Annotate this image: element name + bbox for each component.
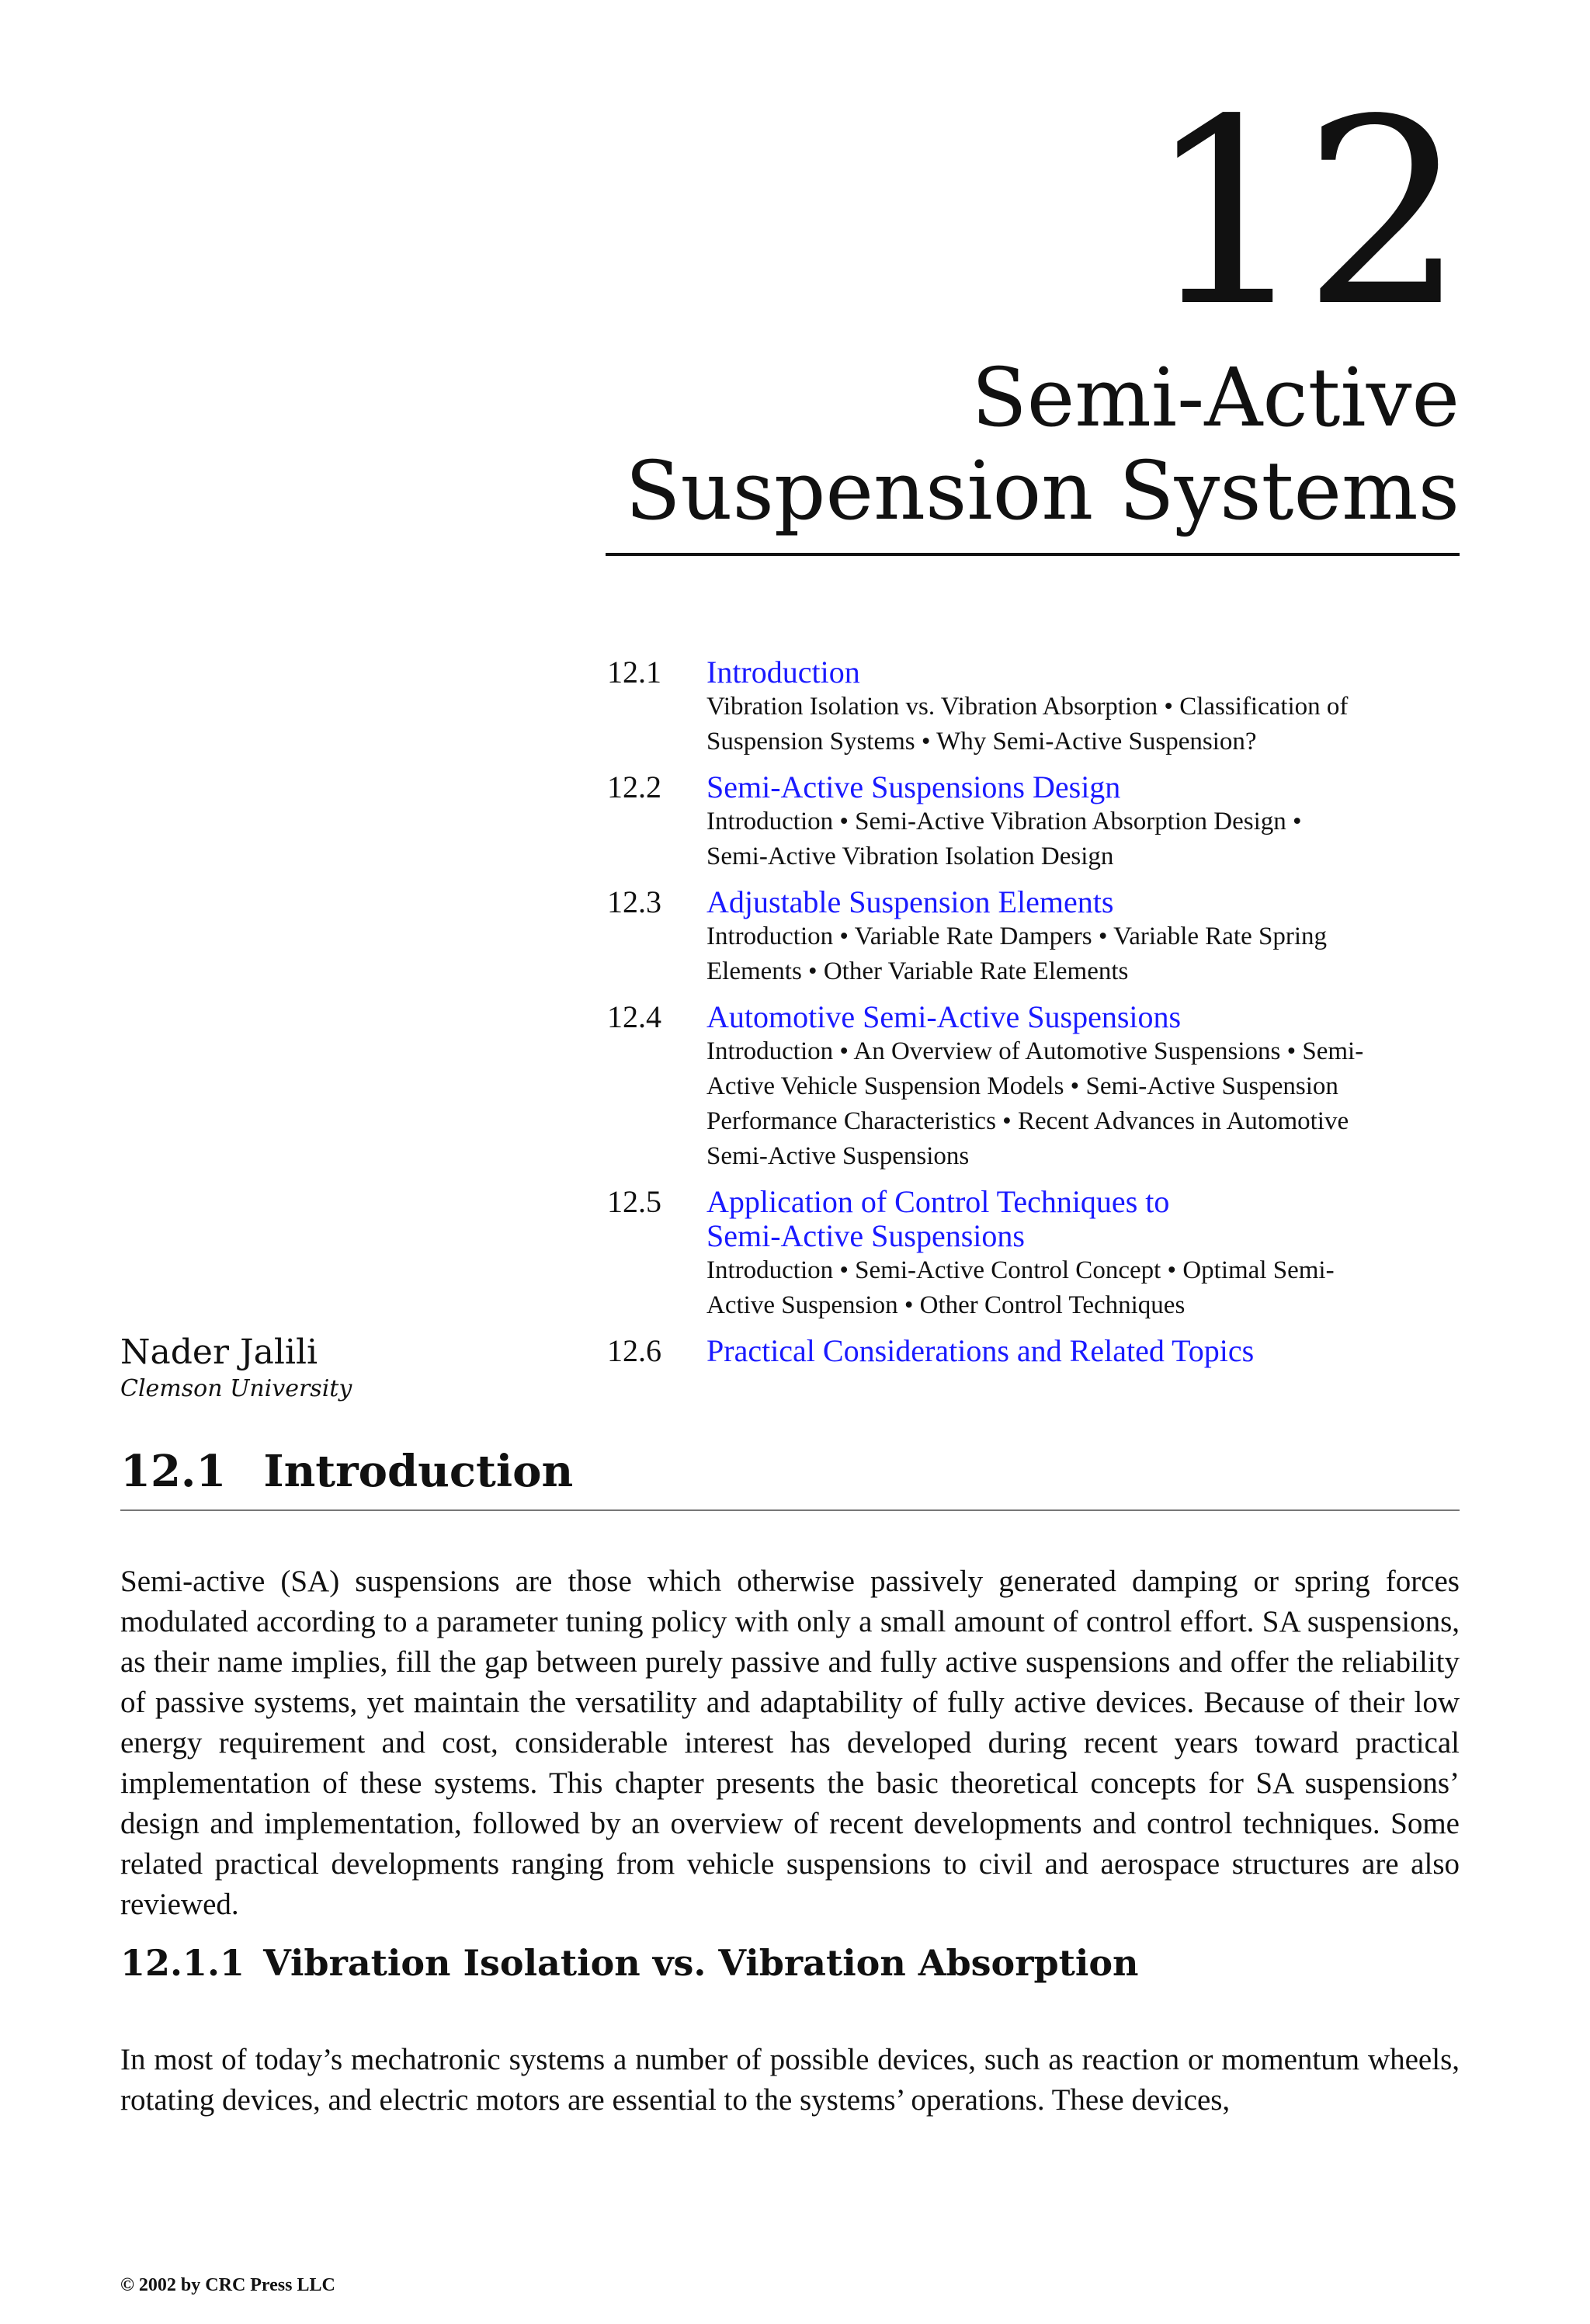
toc-entry-12-5 (607, 1185, 1461, 1323)
toc-subtopics: Vibration Isolation vs. Vibration Absorption • Classification of Suspension Systems • Why Semi-Active Suspension? (706, 693, 1349, 756)
toc-entry-12-4 (607, 1000, 1461, 1174)
toc-link-application-of-control-techniques[interactable]: Application of Control Techniques to Semi-Active Suspensions (706, 1184, 1170, 1253)
subsection-number: 12.1.1 (120, 1942, 245, 1984)
toc-body (706, 1185, 1461, 1323)
chapter-number: 12 (1146, 64, 1460, 363)
toc-link-practical-considerations[interactable]: Practical Considerations and Related Topics (706, 1333, 1255, 1368)
toc-subtopics: Introduction • Semi-Active Vibration Absorption Design • Semi-Active Vibration Isolation Design (706, 808, 1302, 870)
section-rule (120, 1509, 1460, 1511)
toc-body (706, 1000, 1461, 1174)
toc-body (706, 770, 1461, 874)
toc-link-adjustable-suspension-elements[interactable]: Adjustable Suspension Elements (706, 884, 1114, 919)
section-number: 12.1 (120, 1446, 227, 1497)
toc-subtopics: Introduction • Semi-Active Control Concept • Optimal Semi-Active Suspension • Other Control Techniques (706, 1256, 1335, 1319)
toc-subtopics: Introduction • An Overview of Automotive Suspensions • Semi-Active Vehicle Suspension Models • Semi-Active Suspension Performance Characteristics • Recent Advances in Automotive Semi-Active Suspensions (706, 1037, 1364, 1170)
toc-number: 12.3 (607, 884, 661, 919)
toc-link-semi-active-suspensions-design[interactable]: Semi-Active Suspensions Design (706, 769, 1121, 804)
toc-entry-12-3 (607, 885, 1461, 989)
copyright-footer: © 2002 by CRC Press LLC (120, 2275, 335, 2295)
chapter-title-line-1: Semi-Active (971, 350, 1460, 445)
author-affiliation: Clemson University (120, 1375, 352, 1402)
toc-number: 12.5 (607, 1184, 661, 1219)
toc-link-automotive-semi-active-suspensions[interactable]: Automotive Semi-Active Suspensions (706, 999, 1182, 1034)
chapter-title-line-2: Suspension Systems (625, 443, 1460, 538)
toc-body (706, 655, 1461, 759)
toc-number: 12.6 (607, 1333, 661, 1368)
author-block (120, 1332, 352, 1405)
toc-body (706, 885, 1461, 989)
toc-number: 12.1 (607, 655, 661, 690)
toc-entry-12-2 (607, 770, 1461, 874)
toc-number: 12.2 (607, 769, 661, 804)
toc-link-introduction[interactable]: Introduction (706, 655, 860, 690)
intro-paragraph: Semi-active (SA) suspensions are those which otherwise passively generated damping or spring forces modulated according to a parameter tuning policy with only a small amount of control effort. SA suspensions, as their name implies, fill the gap between purely passive and fully active suspensions and offer the reliability of passive systems, yet maintain the versatility and adaptability of fully active devices. Because of their low energy requirement and cost, considerable interest has developed during recent years toward practical implementation of these systems. This chapter presents the basic theoretical concepts for SA suspensions’ design and implementation, followed by an overview of recent developments and control techniques. Some related practical developments ranging from vehicle suspensions to civil and aerospace structures are also reviewed. (120, 1565, 1460, 1921)
author-name: Nader Jalili (120, 1332, 318, 1372)
title-rule (606, 553, 1460, 556)
subsection-paragraph: In most of today’s mechatronic systems a number of possible devices, such as reaction or momentum wheels, rotating devices, and electric motors are essential to the systems’ operations. These devices, (120, 2043, 1460, 2117)
table-of-contents (607, 655, 1461, 1379)
chapter-title (625, 351, 1460, 537)
toc-entry-12-6 (607, 1334, 1461, 1368)
section-title: Introduction (263, 1446, 574, 1497)
toc-entry-12-1 (607, 655, 1461, 759)
toc-number: 12.4 (607, 999, 661, 1034)
subsection-heading (120, 1941, 1139, 1985)
section-heading (120, 1446, 573, 1497)
toc-body (706, 1334, 1461, 1368)
subsection-title: Vibration Isolation vs. Vibration Absorption (263, 1942, 1139, 1984)
toc-subtopics: Introduction • Variable Rate Dampers • Variable Rate Spring Elements • Other Variable Rate Elements (706, 922, 1328, 985)
